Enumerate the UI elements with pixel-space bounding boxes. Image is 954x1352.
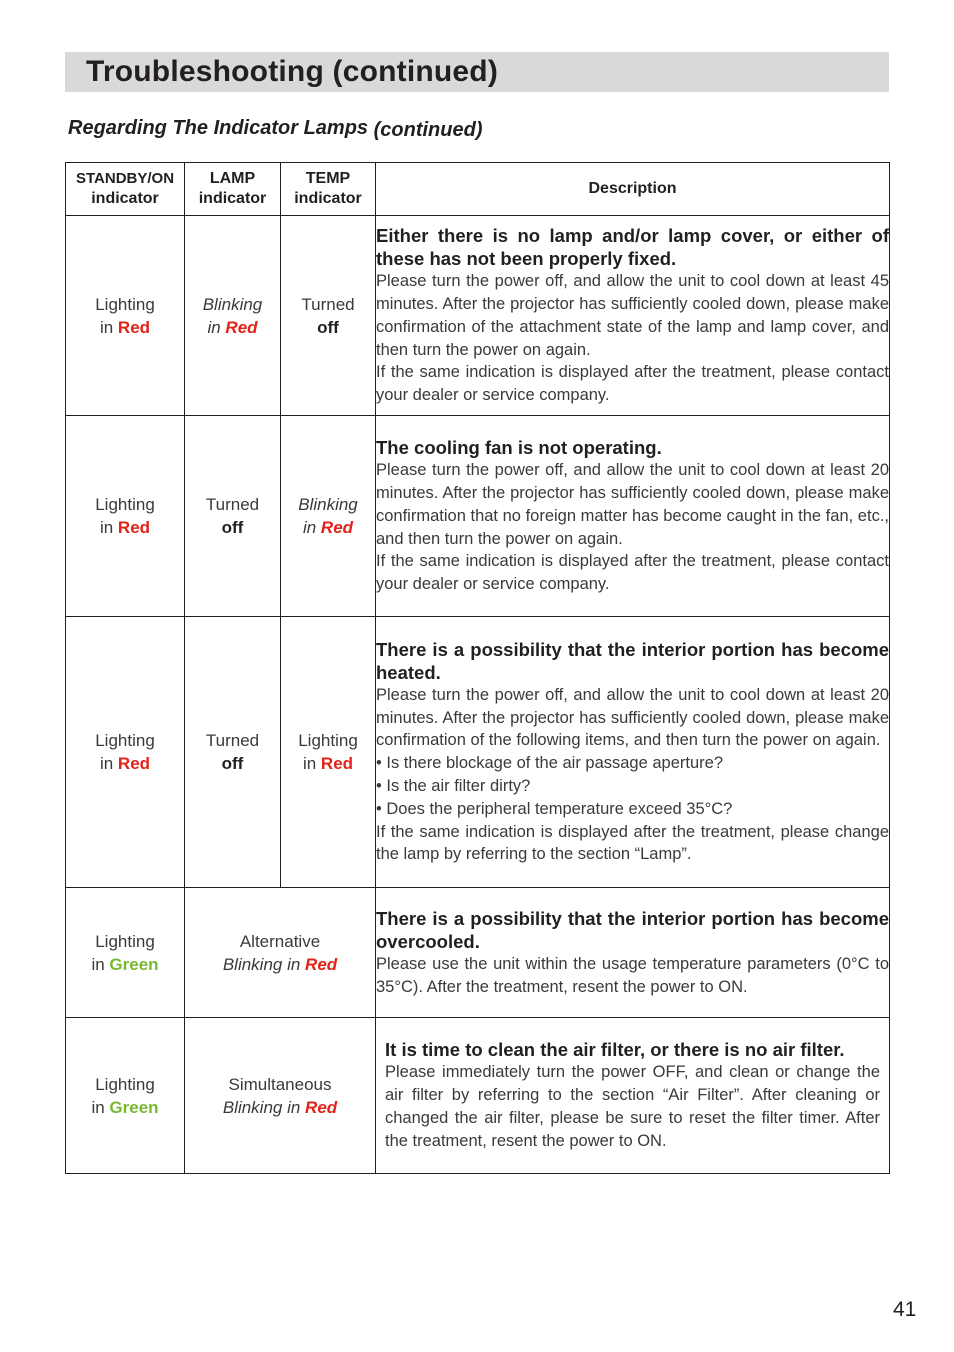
lamp-temp-mode: Simultaneous <box>228 1074 332 1094</box>
standby-prep: in <box>99 754 118 773</box>
standby-cell <box>66 216 185 416</box>
temp-state: Lighting <box>298 731 358 750</box>
description-paragraph: Please turn the power off, and allow the unit to cool down at least 20 minutes. After the projector has sufficiently cooled down, please make confirmation that no foreign matter has become caught in the fan, etc., and then turn the power on again. <box>376 461 889 548</box>
lamp-state: Turned <box>205 495 260 514</box>
description-paragraph: If the same indication is displayed after the treatment, please contact your dealer or service company. <box>376 363 889 405</box>
lamp-cell <box>185 416 281 617</box>
temp-cell <box>281 617 376 888</box>
description-cell <box>376 1018 890 1174</box>
header-description: Description <box>376 163 890 216</box>
section-title-text: Regarding The Indicator Lamps <box>68 117 369 139</box>
description-cell <box>376 617 890 888</box>
standby-state: Lighting <box>95 731 155 750</box>
header-temp <box>281 163 376 216</box>
standby-state: Lighting <box>95 931 155 951</box>
description-paragraph: Please turn the power off, and allow the unit to cool down at least 45 minutes. After the projector has sufficiently cooled down, please make confirmation of the attachment state of the lamp and lamp cover, and then turn the power on again. <box>376 272 889 359</box>
section-title <box>68 114 482 142</box>
temp-prep: in <box>302 518 321 537</box>
header-lamp-bottom: indicator <box>198 190 267 207</box>
standby-state: Lighting <box>95 1074 155 1094</box>
lamp-off: off <box>221 518 244 537</box>
lamp-temp-mode: Alternative <box>239 931 321 951</box>
temp-state: Turned <box>301 294 355 314</box>
standby-color: Red <box>117 317 151 337</box>
description-heading: The cooling fan is not operating. <box>376 437 662 459</box>
header-temp-top: TEMP <box>305 170 351 187</box>
standby-cell <box>66 617 185 888</box>
standby-state: Lighting <box>95 495 155 514</box>
lamp-temp-cell <box>185 888 376 1018</box>
standby-color: Red <box>117 754 151 773</box>
table-row <box>66 216 890 416</box>
indicator-table <box>65 162 890 1174</box>
standby-color: Red <box>117 518 151 537</box>
section-title-continued: (continued) <box>373 119 483 141</box>
standby-prep: in <box>99 317 118 337</box>
description-cell <box>376 216 890 416</box>
description-heading: It is time to clean the air filter, or there is no air filter. <box>385 1039 845 1061</box>
description-cell <box>376 416 890 617</box>
description-heading: Either there is no lamp and/or lamp cover, or either of these has not been properly fixed. <box>376 225 889 270</box>
temp-color: Red <box>320 754 354 773</box>
standby-prep: in <box>91 1097 110 1117</box>
temp-state: Blinking <box>298 495 358 514</box>
checklist-item: • Is the air filter dirty? <box>376 777 531 795</box>
standby-prep: in <box>99 518 118 537</box>
checklist-item: • Is there blockage of the air passage aperture? <box>376 754 723 773</box>
standby-prep: in <box>91 954 110 974</box>
lamp-cell <box>185 216 281 416</box>
lamp-temp-color: Red <box>305 1097 338 1117</box>
header-lamp-top: LAMP <box>209 170 256 187</box>
description-heading: There is a possibility that the interior portion has become overcooled. <box>376 907 889 952</box>
lamp-state: Blinking <box>202 294 263 314</box>
lamp-temp-color: Red <box>305 954 338 974</box>
standby-color: Green <box>109 954 159 974</box>
table-row <box>66 888 890 1018</box>
description-cell <box>376 888 890 1018</box>
temp-color: Red <box>320 518 354 537</box>
header-row <box>66 163 890 216</box>
table-row <box>66 1018 890 1174</box>
lamp-temp-state: Blinking in <box>222 1097 306 1117</box>
checklist-item: • Does the peripheral temperature exceed 35°C? <box>376 799 733 818</box>
description-paragraph: If the same indication is displayed after the treatment, please change the lamp by referring to the section “Lamp”. <box>376 822 889 864</box>
table-row <box>66 416 890 617</box>
lamp-state: Turned <box>205 731 260 750</box>
table-row <box>66 617 890 888</box>
header-standby-top: STANDBY/ON <box>75 170 175 187</box>
description-paragraph: Please turn the power off, and allow the unit to cool down at least 20 minutes. After the projector has sufficiently cooled down, please make confirmation of the following items, and then turn the power on again. <box>376 685 889 750</box>
lamp-color: Red <box>225 317 258 337</box>
lamp-off: off <box>221 754 244 773</box>
lamp-prep: in <box>207 317 226 337</box>
lamp-temp-cell <box>185 1018 376 1174</box>
description-paragraph: If the same indication is displayed after the treatment, please contact your dealer or service company. <box>376 552 889 594</box>
lamp-temp-state: Blinking in <box>222 954 306 974</box>
temp-cell <box>281 416 376 617</box>
page-title-bar <box>65 52 889 92</box>
standby-cell <box>66 888 185 1018</box>
standby-color: Green <box>109 1097 159 1117</box>
header-temp-bottom: indicator <box>294 190 362 207</box>
standby-cell <box>66 416 185 617</box>
standby-cell <box>66 1018 185 1174</box>
description-paragraph: Please use the unit within the usage temperature parameters (0°C to 35°C). After the treatment, resent the power to ON. <box>376 954 889 996</box>
page-number: 41 <box>893 1298 917 1321</box>
description-heading: There is a possibility that the interior portion has become heated. <box>376 638 889 683</box>
header-standby-bottom: indicator <box>91 190 159 207</box>
temp-prep: in <box>302 754 321 773</box>
page-title: Troubleshooting (continued) <box>86 55 499 88</box>
header-lamp <box>185 163 281 216</box>
lamp-cell <box>185 617 281 888</box>
temp-off: off <box>317 317 339 337</box>
temp-cell <box>281 216 376 416</box>
standby-state: Lighting <box>95 294 155 314</box>
header-standby <box>66 163 185 216</box>
description-paragraph: Please immediately turn the power OFF, and clean or change the air filter by referring to the section “Air Filter”. After cleaning or changed the air filter, please be sure to reset the filter timer. After the treatment, resent the power to ON. <box>385 1063 880 1150</box>
